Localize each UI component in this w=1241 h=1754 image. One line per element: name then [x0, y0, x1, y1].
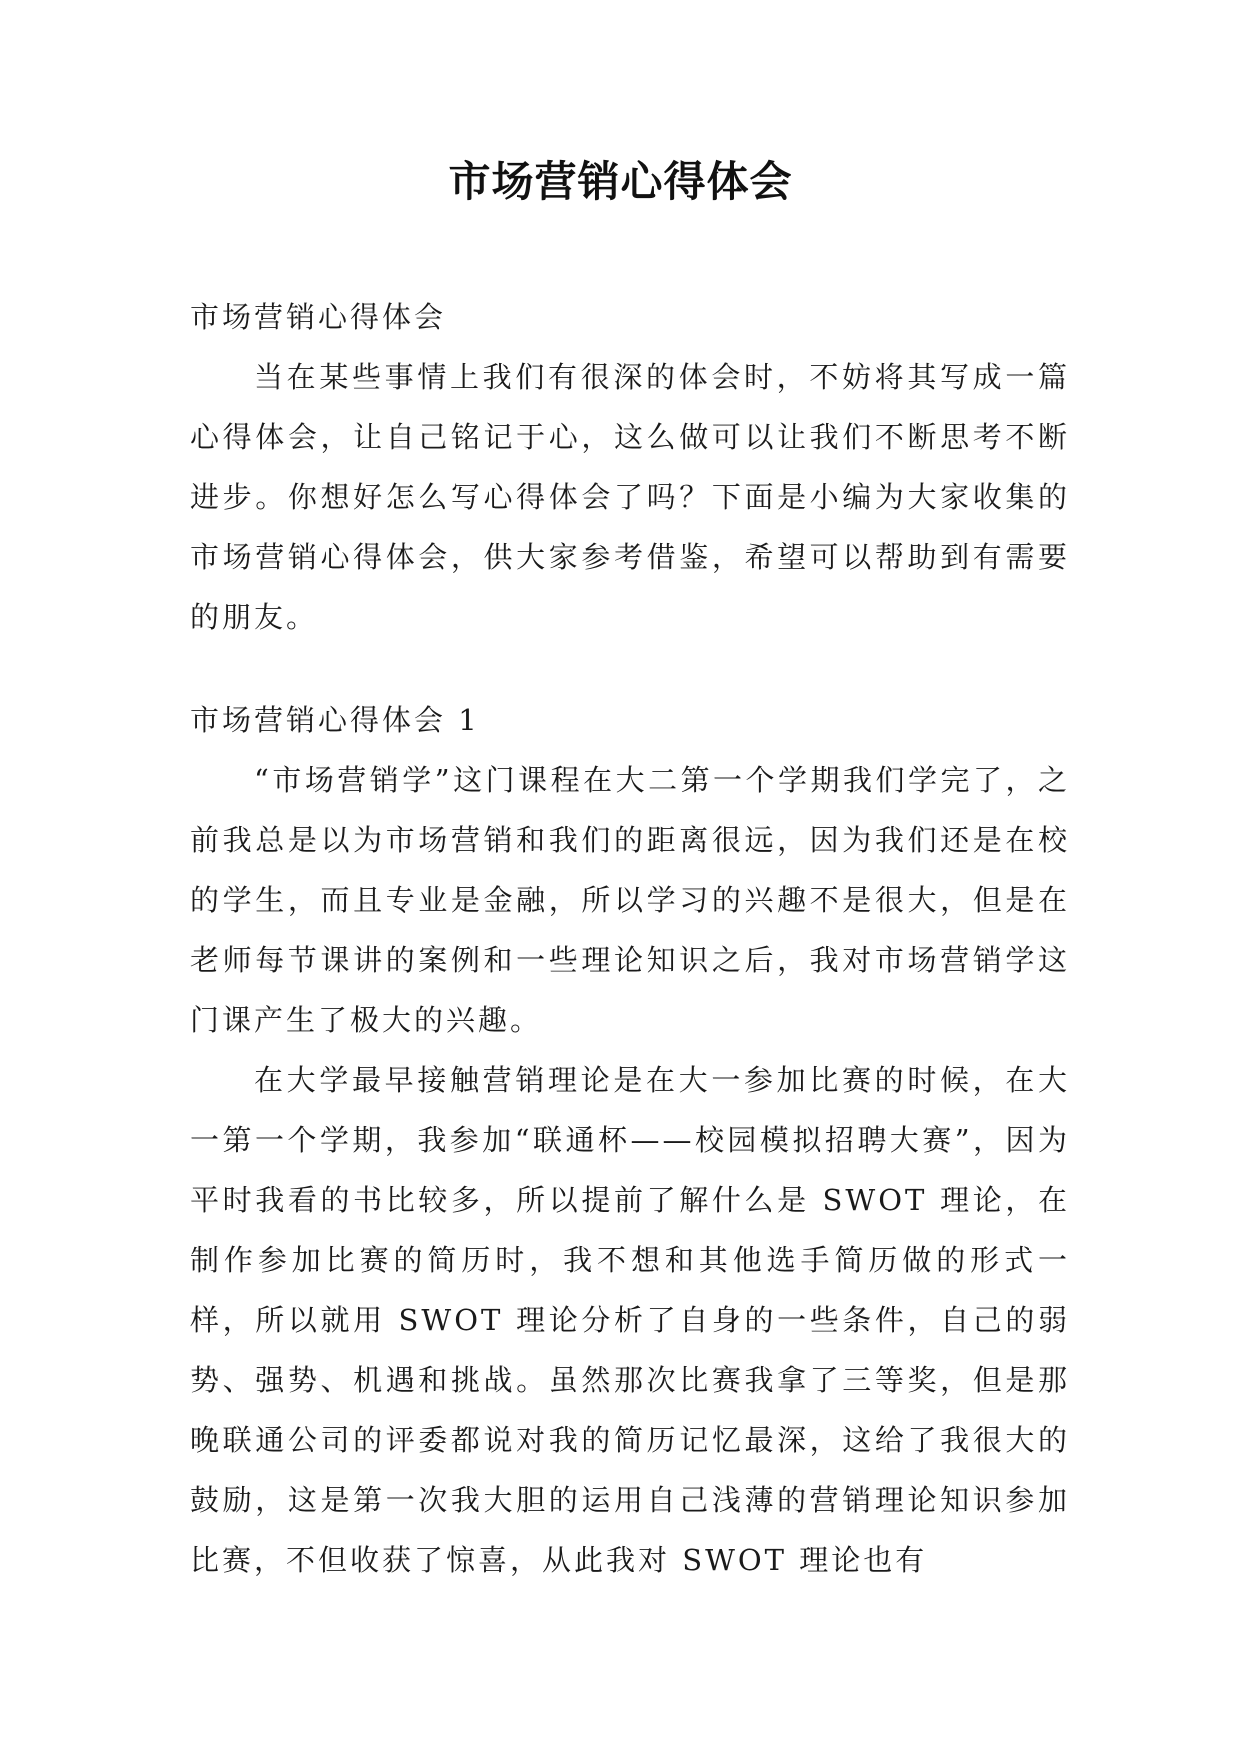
- intro-heading: 市场营销心得体会: [190, 300, 447, 334]
- section-1-body: [190, 750, 1070, 1590]
- section-1-heading: 市场营销心得体会 1: [190, 703, 480, 737]
- section-1-paragraph: “市场营销学”这门课程在大二第一个学期我们学完了，之前我总是以为市场营销和我们的距离很远，因为我们还是在校的学生，而且专业是金融，所以学习的兴趣不是很大，但是在老师每节课讲的案例和一些理论知识之后，我对市场营销学这门课产生了极大的兴趣。: [190, 763, 1070, 1037]
- intro-paragraph-block: [190, 347, 1070, 647]
- section-1-paragraph: 在大学最早接触营销理论是在大一参加比赛的时候，在大一第一个学期，我参加“联通杯——校园模拟招聘大赛”，因为平时我看的书比较多，所以提前了解什么是 SWOT 理论，在制作参加比赛的简历时，我不想和其他选手简历做的形式一样，所以就用 SWOT 理论分析了自身的一些条件，自己的弱势、强势、机遇和挑战。虽然那次比赛我拿了三等奖，但是那晚联通公司的评委都说对我的简历记忆最深，这给了我很大的鼓励，这是第一次我大胆的运用自己浅薄的营销理论知识参加比赛，不但收获了惊喜，从此我对 SWOT 理论也有: [190, 1063, 1070, 1577]
- document-title: 市场营销心得体会: [448, 157, 793, 206]
- intro-paragraph: 当在某些事情上我们有很深的体会时，不妨将其写成一篇心得体会，让自己铭记于心，这么做可以让我们不断思考不断进步。你想好怎么写心得体会了吗？下面是小编为大家收集的市场营销心得体会，供大家参考借鉴，希望可以帮助到有需要的朋友。: [190, 360, 1070, 634]
